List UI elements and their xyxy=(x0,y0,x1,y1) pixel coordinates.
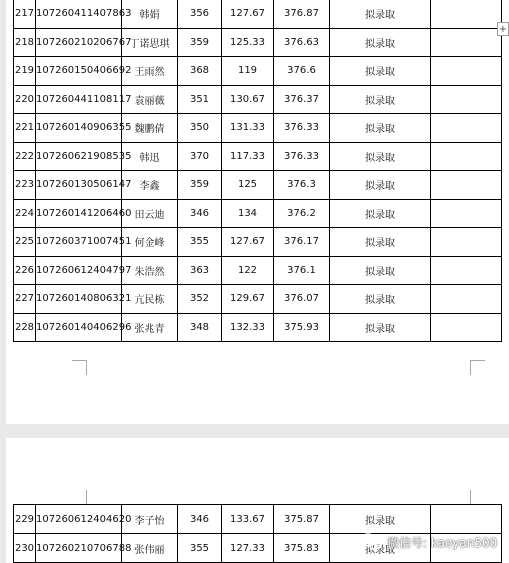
remark-cell xyxy=(431,199,502,228)
crop-mark-top-left xyxy=(72,490,87,505)
score-cell: 133.67 xyxy=(222,505,274,534)
name-cell: 张兆青 xyxy=(122,313,178,342)
remark-cell xyxy=(431,256,502,285)
score-cell: 346 xyxy=(178,505,222,534)
crop-mark-top-right xyxy=(470,490,485,505)
table-row xyxy=(14,313,502,342)
row-number-cell: 224 xyxy=(14,199,36,228)
score-cell: 351 xyxy=(178,85,222,114)
remark-cell xyxy=(431,171,502,200)
row-number-cell: 229 xyxy=(14,505,36,534)
row-number-cell: 223 xyxy=(14,171,36,200)
crop-mark-bottom-right xyxy=(470,360,485,375)
admission-status-cell: 拟录取 xyxy=(330,28,431,57)
table-row xyxy=(14,85,502,114)
admission-status-cell: 拟录取 xyxy=(330,171,431,200)
admission-status-cell: 拟录取 xyxy=(330,313,431,342)
table-row xyxy=(14,28,502,57)
total-score-cell: 376.33 xyxy=(274,142,330,171)
name-cell: 袁丽薇 xyxy=(122,85,178,114)
row-number-cell: 218 xyxy=(14,28,36,57)
remark-cell xyxy=(431,285,502,314)
score-cell: 356 xyxy=(178,0,222,28)
total-score-cell: 376.33 xyxy=(274,114,330,143)
total-score-cell: 375.83 xyxy=(274,534,330,563)
remark-cell xyxy=(431,505,502,534)
score-cell: 125.33 xyxy=(222,28,274,57)
score-cell: 130.67 xyxy=(222,85,274,114)
remark-cell xyxy=(431,313,502,342)
name-cell: 丁诺思琪 xyxy=(122,28,178,57)
score-cell: 127.33 xyxy=(222,534,274,563)
score-cell: 119 xyxy=(222,57,274,86)
name-cell: 李子怡 xyxy=(122,505,178,534)
score-cell: 352 xyxy=(178,285,222,314)
exam-id-cell: 107260371007451 xyxy=(36,228,122,257)
score-cell: 132.33 xyxy=(222,313,274,342)
row-number-cell: 225 xyxy=(14,228,36,257)
exam-id-cell: 107260441108117 xyxy=(36,85,122,114)
row-number-cell: 228 xyxy=(14,313,36,342)
row-number-cell: 221 xyxy=(14,114,36,143)
exam-id-cell: 107260140406296 xyxy=(36,313,122,342)
admission-status-cell: 拟录取 xyxy=(330,142,431,171)
exam-id-cell: 107260130506147 xyxy=(36,171,122,200)
table-row xyxy=(14,285,502,314)
score-cell: 122 xyxy=(222,256,274,285)
name-cell: 韩迅 xyxy=(122,142,178,171)
exam-id-cell: 107260140806321 xyxy=(36,285,122,314)
table-row xyxy=(14,114,502,143)
wechat-icon xyxy=(360,533,382,551)
name-cell: 田云迪 xyxy=(122,199,178,228)
exam-id-cell: 107260150406692 xyxy=(36,57,122,86)
table-row xyxy=(14,171,502,200)
total-score-cell: 376.87 xyxy=(274,0,330,28)
row-number-cell: 217 xyxy=(14,0,36,28)
score-cell: 359 xyxy=(178,171,222,200)
exam-id-cell: 107260140906355 xyxy=(36,114,122,143)
total-score-cell: 376.07 xyxy=(274,285,330,314)
total-score-cell: 376.3 xyxy=(274,171,330,200)
table-row xyxy=(14,0,502,28)
score-cell: 131.33 xyxy=(222,114,274,143)
name-cell: 何金峰 xyxy=(122,228,178,257)
name-cell: 魏鹏倩 xyxy=(122,114,178,143)
table-row xyxy=(14,228,502,257)
remark-cell xyxy=(431,0,502,28)
exam-id-cell: 107260411407863 xyxy=(36,0,122,28)
wechat-watermark xyxy=(360,532,497,552)
table-row xyxy=(14,256,502,285)
score-cell: 127.67 xyxy=(222,0,274,28)
table-row xyxy=(14,142,502,171)
score-cell: 117.33 xyxy=(222,142,274,171)
add-row-handle[interactable]: + xyxy=(498,24,508,35)
score-cell: 134 xyxy=(222,199,274,228)
total-score-cell: 376.6 xyxy=(274,57,330,86)
name-cell: 李鑫 xyxy=(122,171,178,200)
remark-cell xyxy=(431,142,502,171)
exam-id-cell: 107260612404797 xyxy=(36,256,122,285)
name-cell: 张伟丽 xyxy=(122,534,178,563)
total-score-cell: 376.17 xyxy=(274,228,330,257)
score-cell: 363 xyxy=(178,256,222,285)
exam-id-cell: 107260141206460 xyxy=(36,199,122,228)
admission-status-cell: 拟录取 xyxy=(330,505,431,534)
exam-id-cell: 107260210206767 xyxy=(36,28,122,57)
admission-status-cell: 拟录取 xyxy=(330,114,431,143)
admission-status-cell: 拟录取 xyxy=(330,57,431,86)
name-cell: 朱浩然 xyxy=(122,256,178,285)
name-cell: 韩娟 xyxy=(122,0,178,28)
remark-cell xyxy=(431,114,502,143)
total-score-cell: 375.87 xyxy=(274,505,330,534)
name-cell: 王雨然 xyxy=(122,57,178,86)
total-score-cell: 376.37 xyxy=(274,85,330,114)
exam-id-cell: 107260612404620 xyxy=(36,505,122,534)
exam-id-cell: 107260210706788 xyxy=(36,534,122,563)
row-number-cell: 220 xyxy=(14,85,36,114)
score-cell: 359 xyxy=(178,28,222,57)
remark-cell xyxy=(431,228,502,257)
table-row xyxy=(14,199,502,228)
score-cell: 127.67 xyxy=(222,228,274,257)
score-cell: 125 xyxy=(222,171,274,200)
row-number-cell: 222 xyxy=(14,142,36,171)
score-cell: 350 xyxy=(178,114,222,143)
total-score-cell: 375.93 xyxy=(274,313,330,342)
score-cell: 346 xyxy=(178,199,222,228)
score-cell: 348 xyxy=(178,313,222,342)
table-row xyxy=(14,57,502,86)
score-cell: 368 xyxy=(178,57,222,86)
crop-mark-bottom-left xyxy=(72,360,87,375)
table-body xyxy=(14,0,502,342)
row-number-cell: 219 xyxy=(14,57,36,86)
name-cell: 亢民栋 xyxy=(122,285,178,314)
score-cell: 355 xyxy=(178,228,222,257)
total-score-cell: 376.63 xyxy=(274,28,330,57)
admission-status-cell: 拟录取 xyxy=(330,199,431,228)
score-cell: 129.67 xyxy=(222,285,274,314)
row-number-cell: 227 xyxy=(14,285,36,314)
score-cell: 370 xyxy=(178,142,222,171)
row-number-cell: 230 xyxy=(14,534,36,563)
remark-cell xyxy=(431,85,502,114)
total-score-cell: 376.2 xyxy=(274,199,330,228)
score-cell: 355 xyxy=(178,534,222,563)
remark-cell xyxy=(431,28,502,57)
table-row xyxy=(14,505,502,534)
admission-table-page-1 xyxy=(13,0,502,342)
admission-status-cell: 拟录取 xyxy=(330,85,431,114)
admission-status-cell: 拟录取 xyxy=(330,256,431,285)
total-score-cell: 376.1 xyxy=(274,256,330,285)
watermark-text: 微信号: kaoyan500 xyxy=(387,535,498,550)
row-number-cell: 226 xyxy=(14,256,36,285)
remark-cell xyxy=(431,57,502,86)
admission-status-cell: 拟录取 xyxy=(330,0,431,28)
admission-status-cell: 拟录取 xyxy=(330,534,431,563)
document-page-1 xyxy=(6,0,509,424)
admission-status-cell: 拟录取 xyxy=(330,228,431,257)
exam-id-cell: 107260621908535 xyxy=(36,142,122,171)
admission-status-cell: 拟录取 xyxy=(330,285,431,314)
